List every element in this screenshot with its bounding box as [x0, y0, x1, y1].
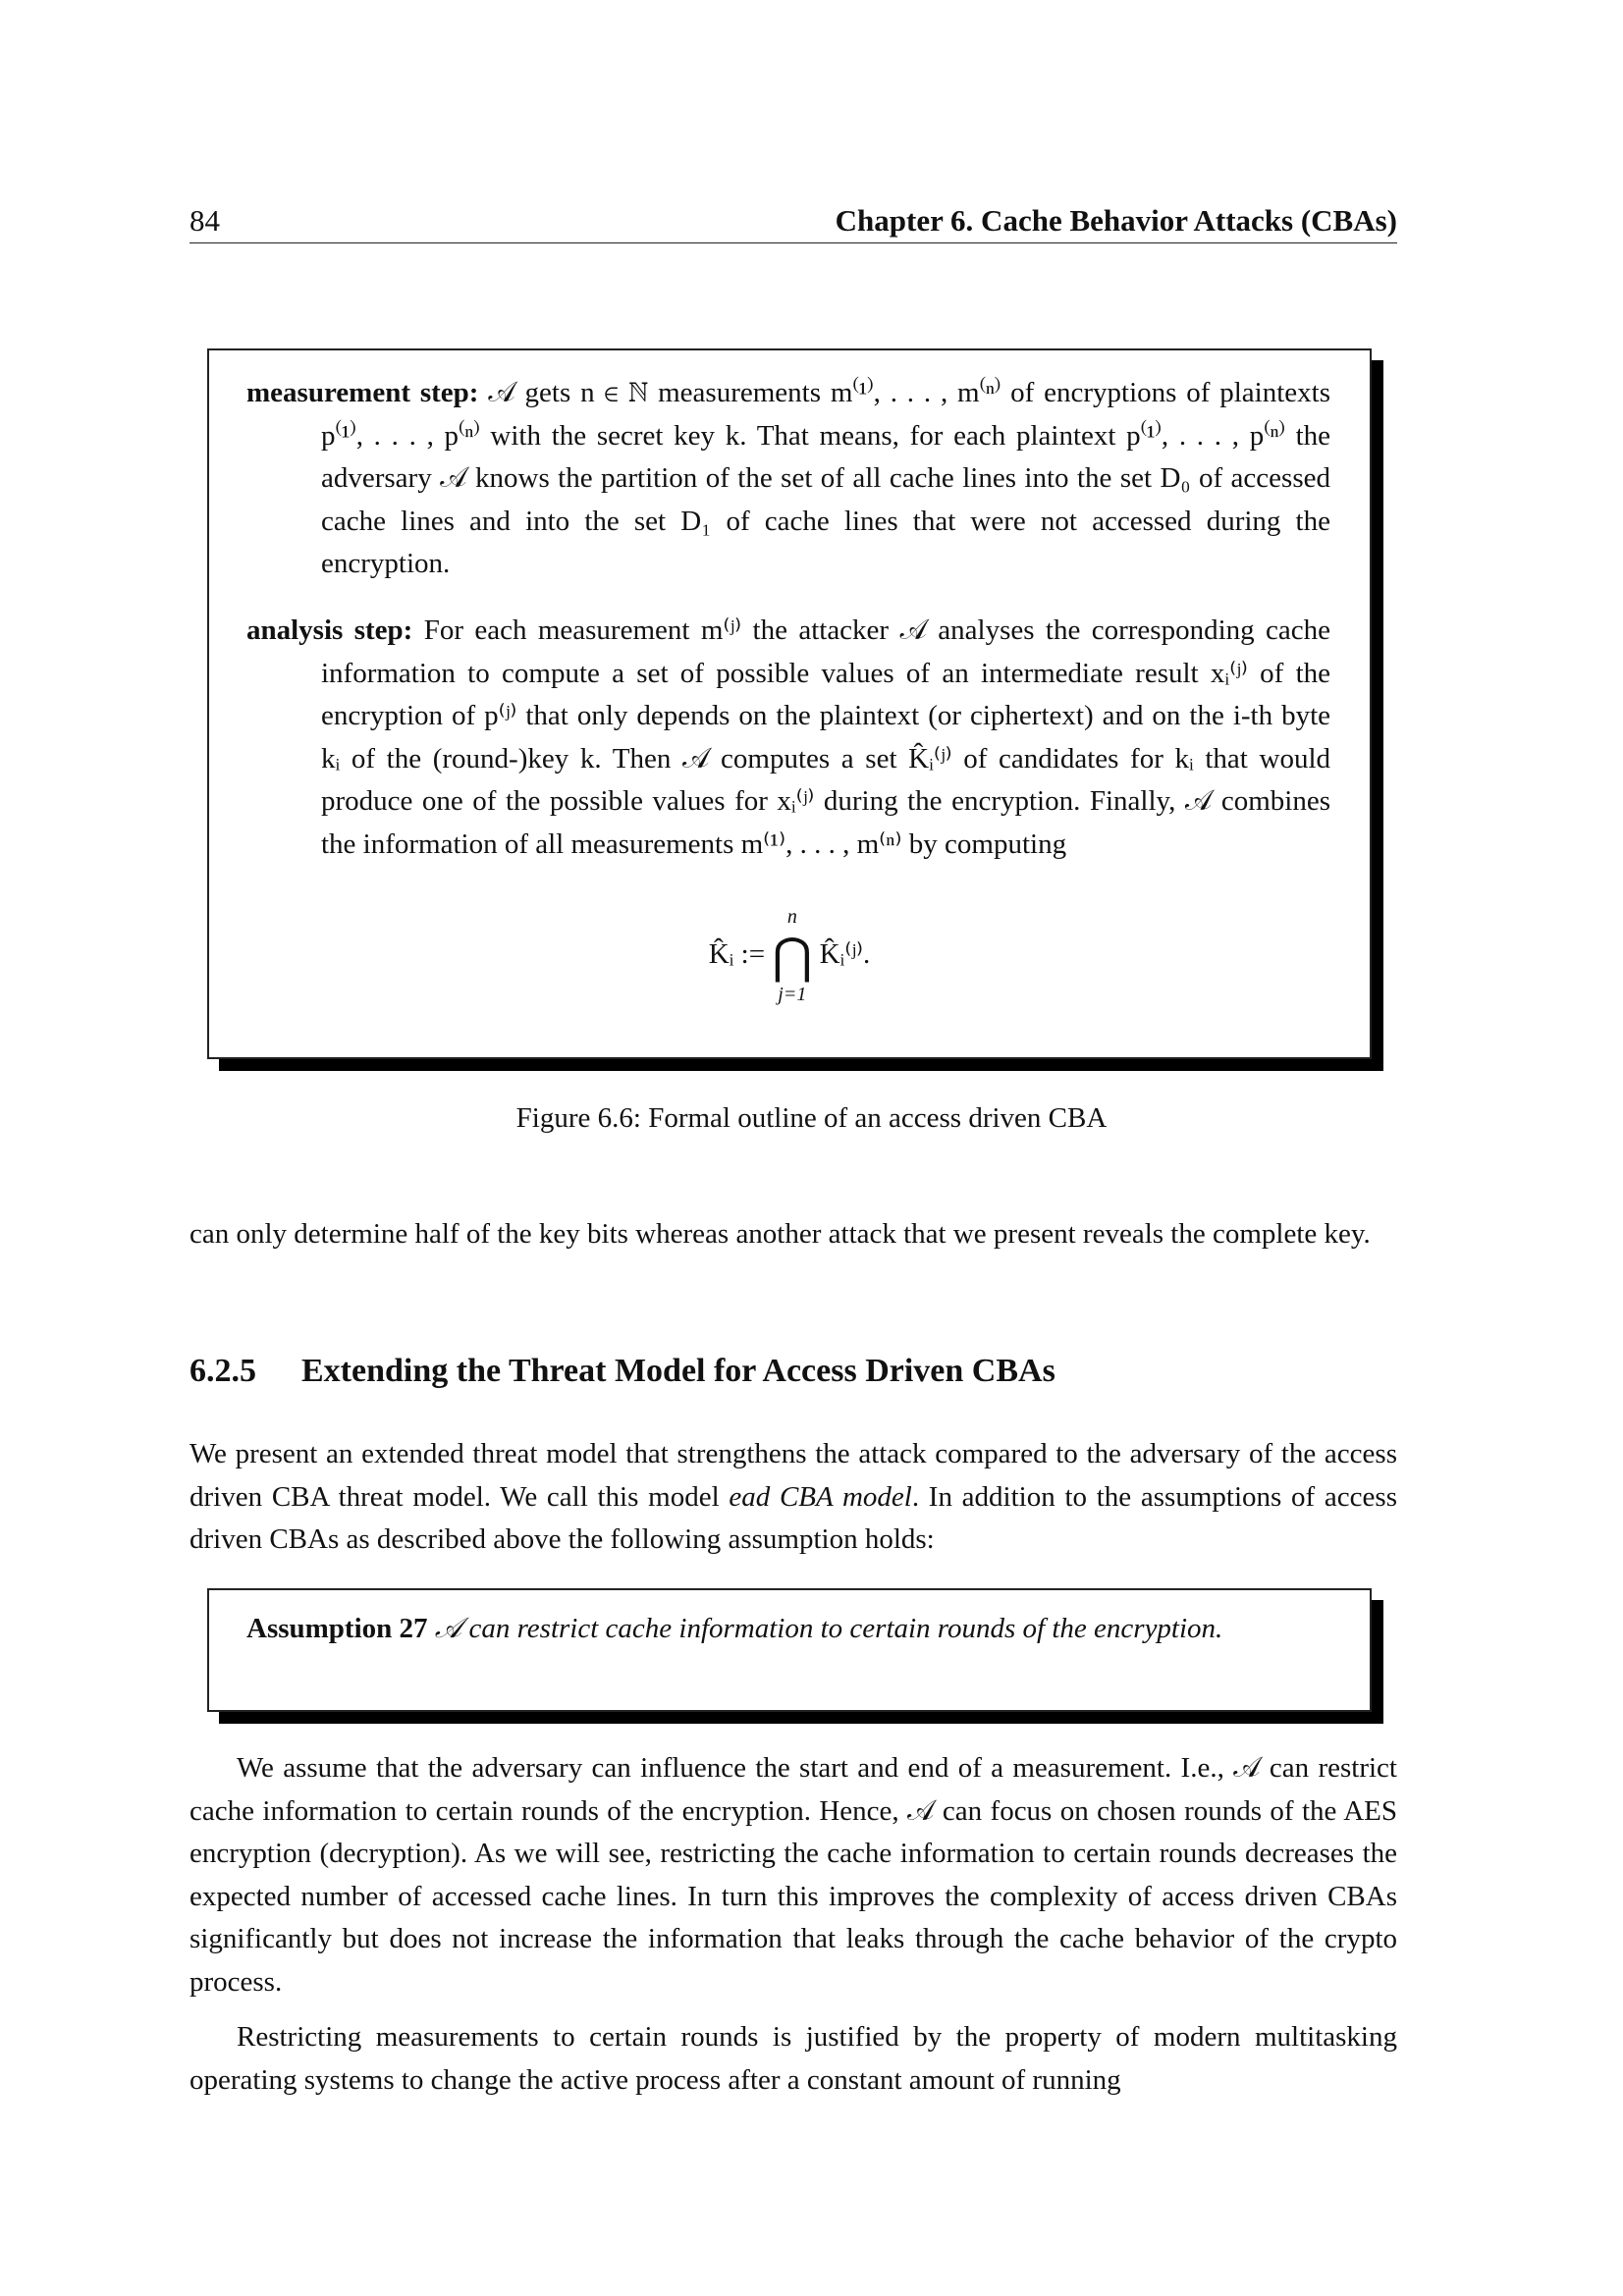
- analysis-step-term: analysis step:: [246, 614, 413, 646]
- assumption-content: [246, 1608, 1330, 1651]
- assumption-box: [207, 1588, 1372, 1712]
- figure-caption: Figure 6.6: Formal outline of an access driven CBA: [515, 1102, 1108, 1134]
- paragraph-2: We present an extended threat model that strengthens the attack compared to the adversary of the access driven CBA threat model. We call this model ead CBA model. In addition to the assumptions of access driven CBAs as described above the following assumption holds:: [189, 1438, 1397, 1556]
- assumption-label: Assumption 27: [246, 1613, 428, 1644]
- chapter-title: Chapter 6. Cache Behavior Attacks (CBAs): [835, 203, 1397, 238]
- paragraph-1: can only determine half of the key bits whereas another attack that we present reveals the complete key.: [189, 1218, 1371, 1250]
- assumption-text: 𝒜 can restrict cache information to certain rounds of the encryption.: [434, 1613, 1223, 1644]
- measurement-step-item: [246, 372, 1330, 586]
- model-name-emphasis: ead CBA model: [729, 1480, 912, 1513]
- intersection-formula: [209, 906, 1370, 1026]
- measurement-step-text: 𝒜 gets n ∈ ℕ measurements m⁽¹⁾, . . . , m⁽ⁿ⁾ of encryptions of plaintexts p⁽¹⁾, . . . , p⁽ⁿ⁾ with the secret key k. That means, for each plaintext p⁽¹⁾, . . . , p⁽ⁿ⁾ the adversary 𝒜 knows the partition of the set of all cache lines into the set D₀ of accessed cache lines and into the set D₁ of cache lines that were not accessed during the encryption.: [321, 377, 1330, 580]
- section-heading: [189, 1353, 1397, 1390]
- formula-rhs: K̂ᵢ⁽ʲ⁾.: [819, 937, 871, 970]
- formula-lhs: K̂ᵢ :=: [708, 937, 766, 970]
- intersection-upper-limit: n: [786, 906, 797, 928]
- page-number: 84: [189, 203, 220, 238]
- paragraph-3: We assume that the adversary can influence the start and end of a measurement. I.e., 𝒜 can restrict cache information to certain rounds of the encryption. Hence, 𝒜 can focus on chosen rounds of the AES encryption (decryption). As we will see, restricting the cache information to certain rounds decreases the expected number of accessed cache lines. In turn this improves the complexity of access driven CBAs significantly but does not increase the information that leaks through the cache behavior of the crypto process.: [189, 1752, 1397, 1998]
- big-intersection-symbol: ⋂ n j=1: [772, 906, 813, 1005]
- analysis-step-item: [246, 610, 1330, 867]
- section-number: 6.2.5: [189, 1353, 256, 1389]
- section-title: Extending the Threat Model for Access Driven CBAs: [301, 1353, 1055, 1389]
- running-header: [189, 199, 1397, 243]
- figure-box: [207, 348, 1372, 1059]
- figure-content: [246, 372, 1330, 890]
- measurement-step-term: measurement step:: [246, 377, 479, 408]
- paragraph-4: Restricting measurements to certain rounds is justified by the property of modern multitasking operating systems to change the active process after a constant amount of running: [189, 2021, 1397, 2096]
- intersection-lower-limit: j=1: [778, 984, 807, 1005]
- analysis-step-text: For each measurement m⁽ʲ⁾ the attacker 𝒜 analyses the corresponding cache information to compute a set of possible values of an intermediate result xᵢ⁽ʲ⁾ of the encryption of p⁽ʲ⁾ that only depends on the plaintext (or ciphertext) and on the i-th byte kᵢ of the (round-)key k. Then 𝒜 computes a set K̂ᵢ⁽ʲ⁾ of candidates for kᵢ that would produce one of the possible values for xᵢ⁽ʲ⁾ during the encryption. Finally, 𝒜 combines the information of all measurements m⁽¹⁾, . . . , m⁽ⁿ⁾ by computing: [321, 614, 1330, 860]
